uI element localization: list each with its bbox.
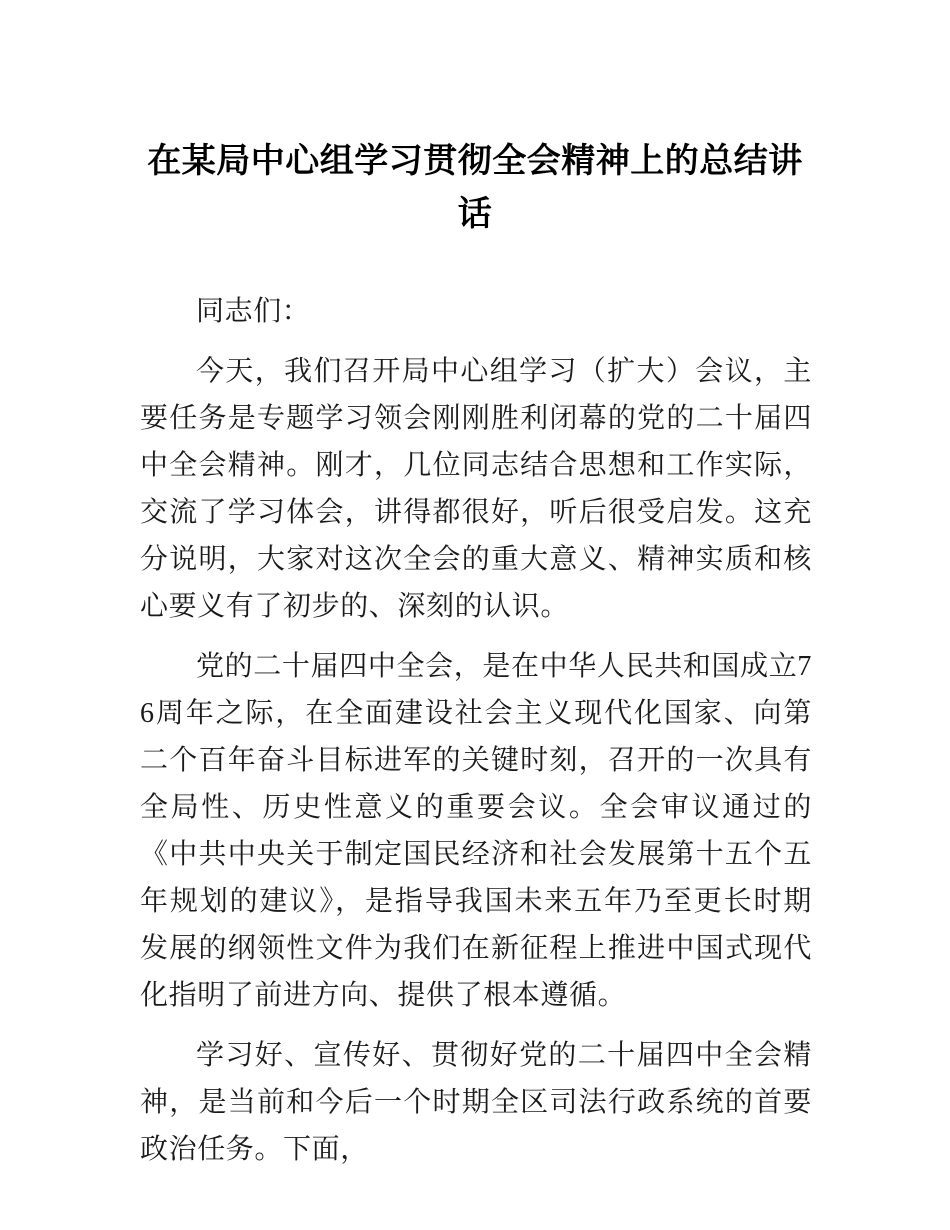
document-body: [140, 288, 812, 1173]
salutation: 同志们：: [196, 296, 311, 327]
body-paragraph: 党的二十届四中全会，是在中华人民共和国成立76周年之际，在全面建设社会主义现代化国家、向第二个百年奋斗目标进军的关键时刻，召开的一次具有全局性、历史性意义的重要会议。全会审议通过的《中共中央关于制定国民经济和社会发展第十五个五年规划的建议》，是指导我国未来五年乃至更长时期发展的纲领性文件为我们在新征程上推进中国式现代化指明了前进方向、提供了根本遵循。: [140, 651, 812, 1011]
page-title: 在某局中心组学习贯彻全会精神上的总结讲话: [147, 141, 803, 233]
body-paragraph: 今天，我们召开局中心组学习（扩大）会议，主要任务是专题学习领会刚刚胜利闭幕的党的二十届四中全会精神。刚才，几位同志结合思想和工作实际，交流了学习体会，讲得都很好，听后很受启发。这充分说明，大家对这次全会的重大意义、精神实质和核心要义有了初步的、深刻的认识。: [140, 356, 812, 622]
body-paragraph: 学习好、宣传好、贯彻好党的二十届四中全会精神，是当前和今后一个时期全区司法行政系统的首要政治任务。下面，: [140, 1040, 812, 1165]
